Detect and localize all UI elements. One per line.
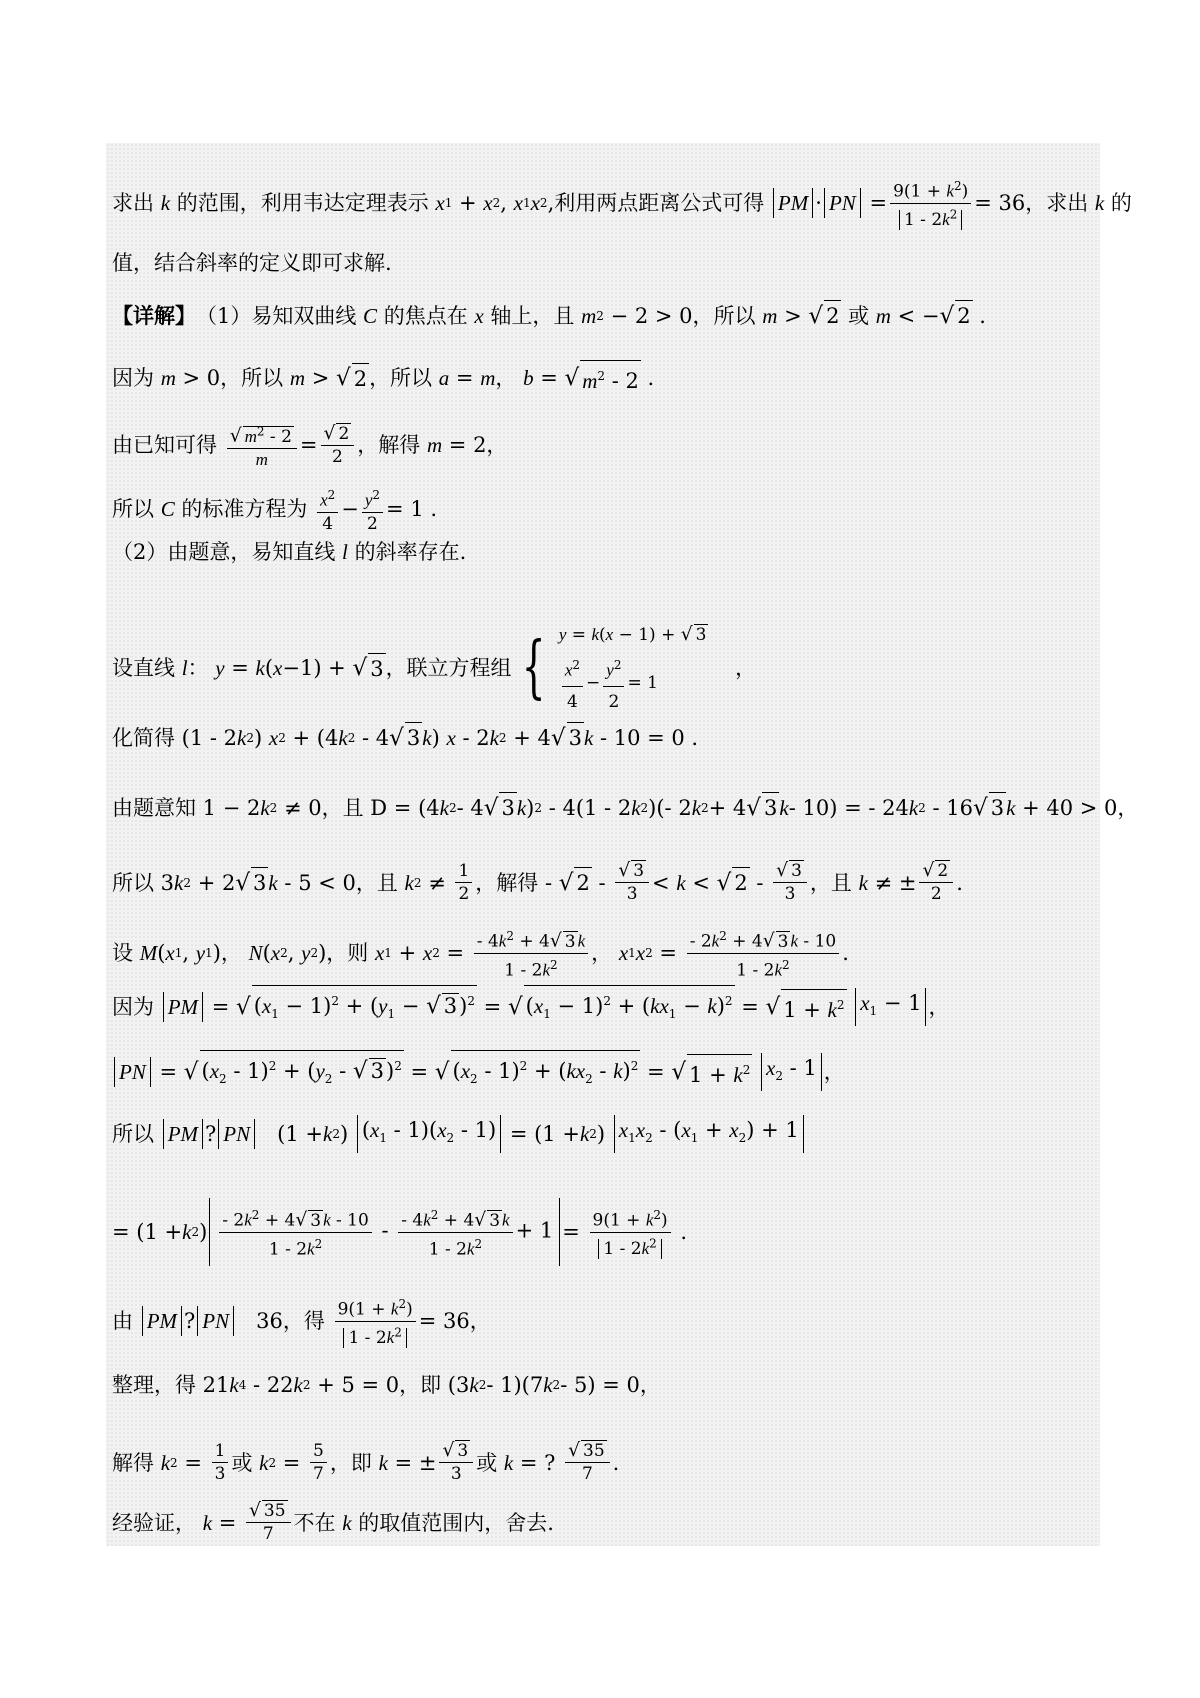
text-line: 因为 m > 0，所以 m > √ 2 ，所以 a = m ， b = √ $m^2 - 2$ . — [112, 360, 654, 396]
text-line: 整理，得 21 k 4 - 22 k 2 + 5 = 0，即 (3 k 2 - 1)(7 k 2 - 5) = 0， — [112, 1373, 661, 1397]
text-line: 所以 PM ? PN (1 + k 2 ) $(x_1 - 1)(x_2 - 1)$ = (1 + k 2 ) $x_1x_2 - (x_1 + x_2) + 1$ — [112, 1115, 806, 1153]
text-line: 【详解】 （1）易知双曲线 C 的焦点在 x 轴上，且 m 2 − 2 > 0，所以 m > √ 2 或 m < − √ 2 . — [112, 300, 986, 331]
text-line: 经验证， k = $\frac{√ 35}{7}$ 不在 k 的取值范围内，舍去. — [112, 1500, 554, 1544]
text-line: 由 PM ? PN 36，得 $\frac{9(1 + k^2)}{1 - 2k^2}$ = 36， — [112, 1293, 491, 1349]
text-line: = (1 + k 2 ) $\frac{- 2k^2 + 4√ 3 k - 10}{1 - 2k^2}$ - $\frac{- 4k^2 + 4√ 3 k}{1 - 2k^2}$ + 1 = $\frac{9(1 + k^2)}{1 - 2k^2}$ . — [112, 1198, 687, 1266]
text-line: 化简得 (1 - 2 k 2 ) x 2 + (4 k 2 - 4 √ 3 k ) x - 2 k 2 + 4 √ 3 k - 10 = 0 . — [112, 722, 698, 753]
text-line: （2）由题意，易知直线 l 的斜率存在. — [112, 540, 467, 564]
text-line: PN = √ $(x_2 - 1)^2 + (y_2$ - √ 3)$^2$ = √ $(x_2 - 1)^2 + (kx_2 - k)^2$ = √ $1 + k^2$ $x_2 - 1$ ， — [112, 1050, 845, 1094]
text-line: 解得 k 2 = $\frac{1}{3}$ 或 k 2 = $\frac{5}{7}$ ，即 k = ± $\frac{√ 3}{3}$ 或 k = ? $\frac{√ 35}{7}$ . — [112, 1440, 620, 1484]
text-line: 设 M ( x 1 , y 1 )， N ( x 2 , y 2 )，则 x 1 + x 2 = $\frac{- 4k^2 + 4√ 3 k}{1 - 2k^2}$ ， x 1 x 2 = $\frac{- 2k^2 + 4√ 3 k - 10}{1 - 2k^2}$ . — [112, 925, 849, 981]
text-line: 由已知可得 $\frac{√ m^2 - 2}{m}$ = $\frac{√ 2}{2}$ ，解得 m = 2， — [112, 420, 507, 471]
text-line: 因为 PM = √ $(x_1 - 1)^2 + (y_1$ − √ 3)$^2$ = √ $(x_1 - 1)^2 + (kx_1 - k)^2$ = √ $1 + k^2$ $x_1 - 1$ ， — [112, 985, 949, 1029]
text-line: 求出 k 的范围，利用韦达定理表示 x 1 + x 2 , x 1 x 2 ,利用两点距离公式可得 PM · PN = $\frac{9(1 + k^2)}{1 - 2k^2}$ = 36，求出 k 的 — [112, 175, 1132, 231]
text-line: 所以 3 k 2 + 2 √ 3 k - 5 < 0，且 k 2 ≠ $\frac{1}{2}$ ，解得 - √ 2 - $\frac{√ 3}{3}$ < k < √ 2 - $\frac{√ 3}{3}$ ，且 k ≠ ± $\frac{√ 2}{2}$ . — [112, 860, 963, 904]
text-line: 所以 C 的标准方程为 $\frac{x^2}{4}$ − $\frac{y^2}{2}$ = 1 . — [112, 484, 437, 535]
text-line: 设直线 l ： y = k ( x −1) + √ 3 ，联立方程组 { y = k(x − 1) + √ 3 $\frac{x^2}{4}$ − $\frac{y^2}{2}$ = 1 ， — [112, 624, 757, 712]
text-line: 由题意知 1 − 2 k 2 ≠ 0，且 D = (4 k 2 - 4 √ 3 k ) 2 - 4(1 - 2 k 2 )(- 2 k 2 + 4 √ 3 k - 10) = - 24 k 2 - 16 √ 3 k + 40 > 0， — [112, 792, 1138, 823]
text-line: 值，结合斜率的定义即可求解. — [112, 251, 392, 275]
